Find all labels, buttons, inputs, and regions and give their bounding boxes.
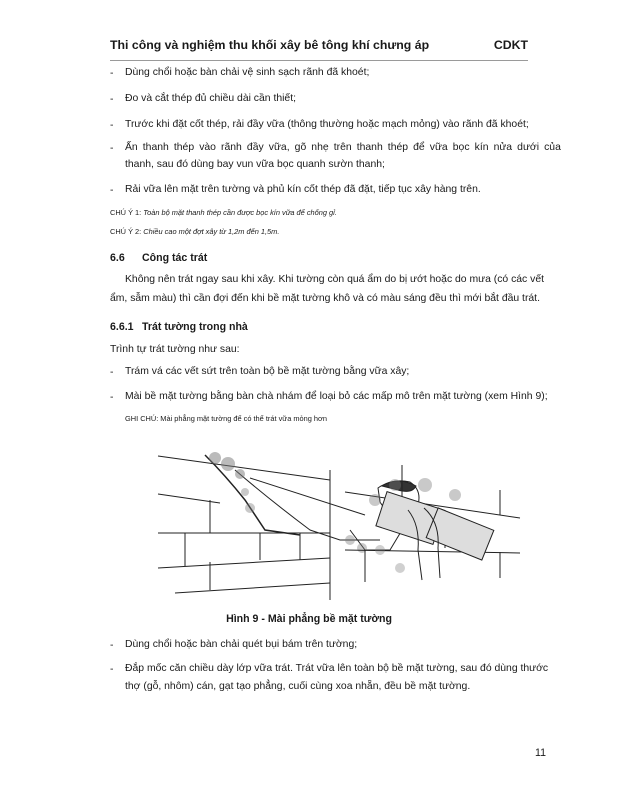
- bullet-text: Đắp mốc căn chiều dày lớp vữa trát. Trát vữa lên toàn bộ bề mặt tường, sau đó dùng thước: [125, 663, 549, 674]
- bullet-text: Ấn thanh thép vào rãnh đầy vữa, gõ nhẹ trên thanh thép để vữa bọc kín nửa dưới của: [125, 142, 561, 153]
- bullet-dash: -: [110, 367, 114, 378]
- bullet-dash: -: [110, 664, 114, 675]
- bullet-text: Dùng chổi hoặc bàn chải quét bụi bám trên tường;: [125, 639, 358, 650]
- figure-caption: Hình 9 - Mài phẳng bề mặt tường: [226, 613, 392, 625]
- bullet-dash: -: [110, 120, 114, 131]
- bullet-dash: -: [110, 392, 114, 403]
- header-title: Thi công và nghiệm thu khối xây bê tông khí chưng áp: [110, 38, 430, 52]
- paragraph-line: ẩm, sẫm màu) thì cần đợi đến khi bề mặt tường khô và có màu sáng đều thì mới bắt đầu trát.: [110, 293, 540, 304]
- note-1: [110, 208, 337, 217]
- subsection-title: Trát tường trong nhà: [142, 321, 248, 333]
- bullet-dash: -: [110, 185, 114, 196]
- hands-sanding-block-illustration: [345, 465, 520, 582]
- bullet-text: Dùng chổi hoặc bàn chải vệ sinh sạch rãnh đã khoét;: [125, 67, 370, 78]
- note-label: CHÚ Ý 2:: [110, 227, 142, 236]
- bullet-text: Rải vữa lên mặt trên tường và phủ kín cốt thép đã đặt, tiếp tục xây hàng trên.: [125, 184, 481, 195]
- note-label: CHÚ Ý 1:: [110, 208, 142, 217]
- page-header: [110, 38, 528, 58]
- note-2: [110, 227, 279, 236]
- bullet-text-continued: thợ (gỗ, nhôm) cán, gạt tạo phẳng, cuối cùng xoa nhẵn, đều bề mặt tường.: [125, 681, 471, 692]
- header-rule: [110, 60, 528, 61]
- bullet-dash: -: [110, 143, 114, 154]
- bullet-text: Trám vá các vết sứt trên toàn bộ bề mặt tường bằng vữa xây;: [125, 366, 410, 377]
- paragraph-line: Không nên trát ngay sau khi xây. Khi tường còn quá ẩm do bị ướt hoặc do mưa (có các vết: [125, 274, 544, 285]
- ghi-chu-note: GHI CHÚ: Mài phẳng mặt tường để có thể trát vữa mỏng hơn: [125, 414, 327, 423]
- figure-9-illustration: [150, 440, 530, 600]
- bullet-dash: -: [110, 94, 114, 105]
- note-text: Chiều cao một đợt xây từ 1,2m đến 1,5m.: [143, 227, 280, 236]
- subsection-number: 6.6.1: [110, 321, 134, 333]
- bullet-text-continued: thanh, sau đó dùng bay vun vữa bọc quanh sườn thanh;: [125, 159, 385, 170]
- bullet-text: Đo và cắt thép đủ chiều dài cần thiết;: [125, 93, 296, 104]
- header-code: CDKT: [493, 38, 528, 52]
- section-number: 6.6: [110, 252, 125, 264]
- page-number: 11: [535, 747, 546, 759]
- section-title: Công tác trát: [142, 252, 208, 264]
- note-text: Toàn bộ mặt thanh thép cần được bọc kín vữa để chống gỉ.: [143, 208, 337, 217]
- intro-text: Trình tự trát tường như sau:: [110, 344, 240, 355]
- bullet-text: Trước khi đặt cốt thép, rải đầy vữa (thông thường hoặc mạch mỏng) vào rãnh đã khoét;: [125, 119, 529, 130]
- bullet-dash: -: [110, 68, 114, 79]
- bullet-dash: -: [110, 640, 114, 651]
- bullet-text: Mài bề mặt tường bằng bàn chà nhám để loại bỏ các mấp mô trên mặt tường (xem Hình 9);: [125, 391, 548, 402]
